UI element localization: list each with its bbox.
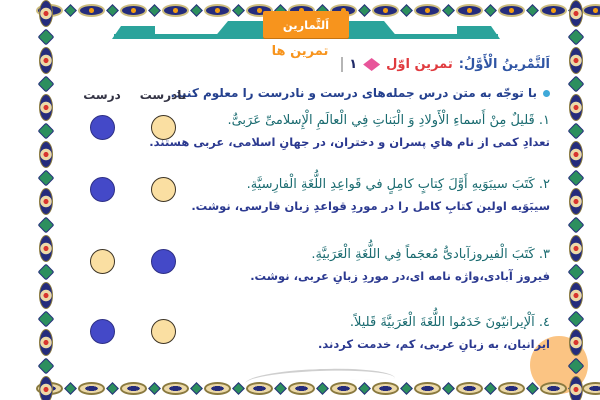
answer-circle-nadorost-2[interactable] [151, 177, 176, 202]
nadorost-column-label: نادرست [139, 88, 187, 102]
sentence-item-3 [250, 247, 550, 283]
divider-bar [341, 57, 343, 72]
answer-circle-dorost-1[interactable] [90, 115, 115, 140]
persian-translation-4: ایرانیان، به زبانِ عربی، کم، خدمت کردند. [318, 337, 550, 351]
persian-translation-1: تعدادِ کمی از نام هایِ پسران و دختران، در جهانِ اسلامی، عربی هستند. [149, 135, 550, 149]
bullet-icon [543, 90, 550, 97]
persian-translation-3: فیروز آبادی،واژه نامه ای،در موردِ زبانِ عربی، نوشت. [250, 269, 550, 283]
title-banner [72, 8, 540, 48]
answer-circle-dorost-3[interactable] [90, 249, 115, 274]
answer-row-4 [76, 319, 200, 344]
dorost-column-label: درست [83, 88, 121, 102]
arabic-sentence-2: ۲. کَتَبَ سیبَوَیهِ أَوَّلَ کِتابٍ کامِلٍ في قَواعِدِ اللُّغَةِ الْفارِسیَّةِ. [246, 177, 550, 192]
banner-title: اَلتَّمارین [263, 11, 349, 38]
arabic-sentence-3: ۳. کَتَبَ الْفیروزآبادیُّ مُعجَماً فِي اللُّغَةِ الْعَرَبیَّةِ. [311, 247, 550, 262]
answer-grid [76, 88, 200, 102]
banner-subtitle: تمرین ها [271, 44, 329, 59]
answer-circle-dorost-4[interactable] [90, 319, 115, 344]
ornament-border-bottom [36, 380, 600, 397]
instruction-text: با توجّه به متن درس جمله‌های درست و نادرست را معلوم کنید. [170, 86, 537, 100]
ornament-border-right [561, 0, 591, 400]
exercise-title-arabic: اَلتَّمْرینُ الْأَوَّلُ: [458, 57, 550, 72]
answer-circle-nadorost-3[interactable] [151, 249, 176, 274]
persian-translation-2: سیبَوَیه اولین کتابِ کامل را در موردِ قواعدِ زبان فارسی، نوشت. [191, 199, 550, 213]
sentence-item-4 [318, 315, 550, 351]
arabic-sentence-4: ٤. اَلْإیرانیّونَ خَدَمُوا اللُّغَةَ الْعَرَبیَّةَ قَلیلاً. [349, 315, 550, 330]
instruction-line [171, 86, 550, 100]
banner-end-cap-right [457, 26, 500, 39]
sentence-item-2 [191, 177, 550, 213]
exercise-header [341, 57, 550, 72]
answer-circle-dorost-2[interactable] [90, 177, 115, 202]
answer-row-3 [76, 249, 200, 274]
sentence-item-1 [149, 113, 550, 149]
answer-row-2 [76, 177, 200, 202]
gem-icon [363, 58, 380, 71]
answer-column-headers [76, 88, 200, 102]
ornament-border-left [31, 0, 61, 400]
arabic-sentence-1: ۱. قَلیلٌ مِنْ أَسماءِ الْأَولادِ وَ الْبَناتِ فِي الْعالَمِ الْإِسلامیِّ عَرَبیٌّ. [227, 113, 550, 128]
answer-circle-nadorost-4[interactable] [151, 319, 176, 344]
exercise-number: ۱ [349, 57, 358, 72]
exercise-title-persian: تمرین اوّل [386, 57, 453, 72]
banner-end-cap-left [112, 26, 155, 39]
